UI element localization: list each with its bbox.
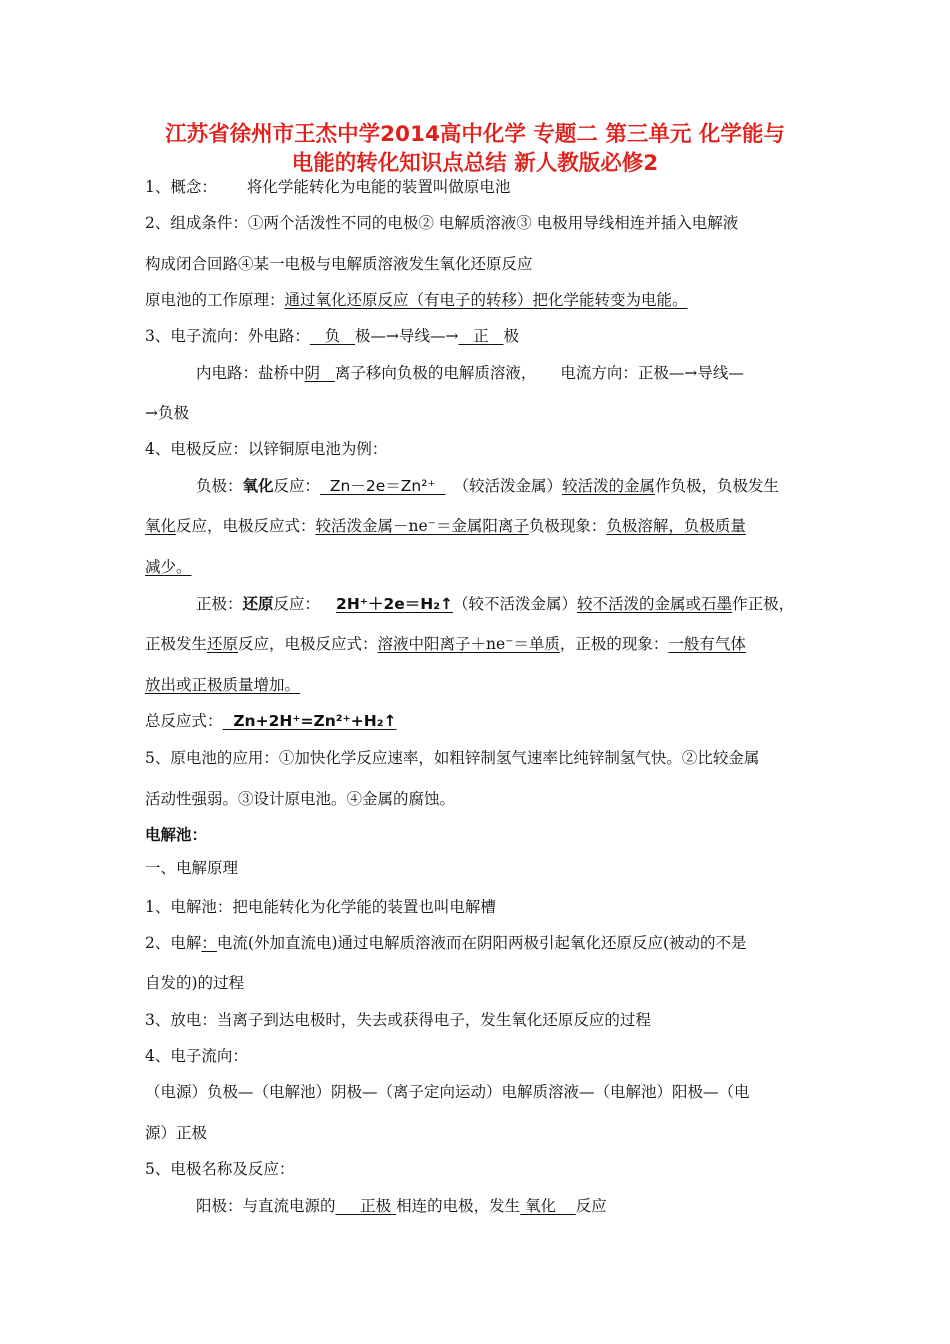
neg-reaction: 反应： xyxy=(273,477,321,495)
negative-electrode-line xyxy=(196,475,779,497)
electrolysis-item-2-cont: 自发的)的过程 xyxy=(145,974,245,992)
anode-end: 反应 xyxy=(575,1197,607,1215)
concept-text: 将化学能转化为电能的装置叫做原电池 xyxy=(246,178,511,196)
pos-note: （较不活泼金属） xyxy=(453,595,578,613)
neg-half-equation: 较活泼金属－ne⁻＝金属阳离子 xyxy=(315,517,529,535)
conditions-label: 2、组成条件： xyxy=(145,214,248,232)
conditions-text: ①两个活泼性不同的电极② 电解质溶液③ 电极用导线相连并插入电解液 xyxy=(247,214,739,232)
current-direction: 电流方向：正极—→导线— xyxy=(560,364,744,382)
document-title xyxy=(120,120,830,178)
item2-text: 电流(外加直流电)通过电解质溶液而在阴阳两极引起氧化还原反应(被动的不是 xyxy=(216,934,747,952)
neg-oxidation: 氧化 xyxy=(145,517,177,535)
neg-tail: 作负极，负极发生 xyxy=(654,477,779,495)
pos-reduction: 还原 xyxy=(207,635,239,653)
pos-phenomenon-end: 放出或正极质量增加。 xyxy=(145,676,301,694)
current-cont-line: →负极 xyxy=(145,404,189,422)
positive-electrode-line-3 xyxy=(145,674,300,696)
neg-note: （较活泼金属） xyxy=(453,477,562,495)
negative-electrode-line-2 xyxy=(145,515,746,537)
electrolysis-item-4-line-1: （电源）负极—（电解池）阴极—（离子定向运动）电解质溶液—（电解池）阳极—（电 xyxy=(145,1083,750,1101)
pos-line2-c: 反应，电极反应式： xyxy=(238,635,378,653)
flow-end: 极 xyxy=(503,327,520,345)
inner-ion: 阴 xyxy=(304,364,321,382)
neg-phenomenon-end: 减少。 xyxy=(145,558,192,576)
flow-label: 3、电子流向：外电路： xyxy=(145,327,310,345)
negative-electrode-line-3 xyxy=(145,556,192,578)
principle-line xyxy=(145,289,688,311)
pos-tail: 作正极， xyxy=(732,595,795,613)
neg-metal: 较活泼的金属 xyxy=(561,477,655,495)
application-line-2: 活动性强弱。③设计原电池。④金属的腐蚀。 xyxy=(145,790,456,808)
neg-line2-text: 反应，电极反应式： xyxy=(176,517,316,535)
concept-label: 1、概念： xyxy=(145,178,217,196)
neg-equation: Zn－2e＝Zn²⁺ xyxy=(329,477,436,495)
total-equation: Zn+2H⁺=Zn²⁺+H₂↑ xyxy=(233,712,397,730)
inner-circuit-line xyxy=(196,362,744,384)
electrolysis-item-2 xyxy=(145,932,747,954)
pos-type: 还原 xyxy=(242,594,274,613)
flow-negative: 负 xyxy=(324,327,341,345)
electrolysis-item-3: 3、放电：当离子到达电极时，失去或获得电子，发生氧化还原反应的过程 xyxy=(145,1011,651,1029)
pos-phenomenon: 一般有气体 xyxy=(668,635,746,653)
pos-equation: 2H⁺＋2e＝H₂↑ xyxy=(336,595,454,613)
electron-flow-line xyxy=(145,325,519,347)
inner-text: 离子移向负极的电解质溶液， xyxy=(334,364,537,382)
item2-label: 2、电解 xyxy=(145,934,202,952)
concept-line xyxy=(145,176,510,198)
neg-phenomenon: 负极溶解，负极质量 xyxy=(606,517,746,535)
conditions-line xyxy=(145,212,738,234)
application-line-1: 5、原电池的应用：①加快化学反应速率，如粗锌制氢气速率比纯锌制氢气快。②比较金属 xyxy=(145,749,760,767)
anode-label: 阳极：与直流电源的 xyxy=(196,1197,336,1215)
anode-line xyxy=(196,1195,607,1217)
electrolysis-heading: 电解池： xyxy=(145,826,208,844)
electrode-reaction-heading: 4、电极反应：以锌铜原电池为例： xyxy=(145,440,388,458)
pos-metal: 较不活泼的金属或石墨 xyxy=(577,595,733,613)
electrolysis-section-1: 一、电解原理 xyxy=(145,859,239,877)
item2-colon: ： xyxy=(201,934,217,952)
neg-label: 负极： xyxy=(196,477,243,495)
title-line-1: 江苏省徐州市王杰中学2014高中化学 专题二 第三单元 化学能与 xyxy=(165,122,785,147)
pos-line2-a: 正极发生 xyxy=(145,635,208,653)
positive-electrode-line-2 xyxy=(145,633,746,655)
title-line-2: 电能的转化知识点总结 新人教版必修2 xyxy=(291,151,659,176)
neg-phenomenon-label: 负极现象： xyxy=(528,517,607,535)
principle-label: 原电池的工作原理： xyxy=(145,291,285,309)
anode-pole: 正极 xyxy=(360,1197,392,1215)
electrolysis-item-4: 4、电子流向： xyxy=(145,1047,248,1065)
positive-electrode-line xyxy=(196,593,794,615)
flow-mid: 极—→导线—→ xyxy=(354,327,459,345)
neg-type: 氧化 xyxy=(242,476,274,495)
pos-half-equation: 溶液中阳离子＋ne⁻＝单质 xyxy=(377,635,560,653)
anode-mid: 相连的电极，发生 xyxy=(396,1197,521,1215)
anode-type: 氧化 xyxy=(525,1197,557,1215)
electrolysis-item-4-line-2: 源）正极 xyxy=(145,1124,208,1142)
total-label: 总反应式： xyxy=(145,712,223,730)
total-reaction-line xyxy=(145,710,396,732)
inner-label: 内电路：盐桥中 xyxy=(196,364,305,382)
principle-text: 通过氧化还原反应（有电子的转移）把化学能转变为电能。 xyxy=(284,291,688,309)
pos-reaction: 反应： xyxy=(273,595,321,613)
conditions-cont-line: 构成闭合回路④某一电极与电解质溶液发生氧化还原反应 xyxy=(145,255,533,273)
electrolysis-item-1: 1、电解池：把电能转化为化学能的装置也叫电解槽 xyxy=(145,898,496,916)
pos-phenomenon-label: ，正极的现象： xyxy=(559,635,669,653)
flow-positive: 正 xyxy=(473,327,489,345)
pos-label: 正极： xyxy=(196,595,243,613)
electrolysis-item-5: 5、电极名称及反应： xyxy=(145,1160,295,1178)
